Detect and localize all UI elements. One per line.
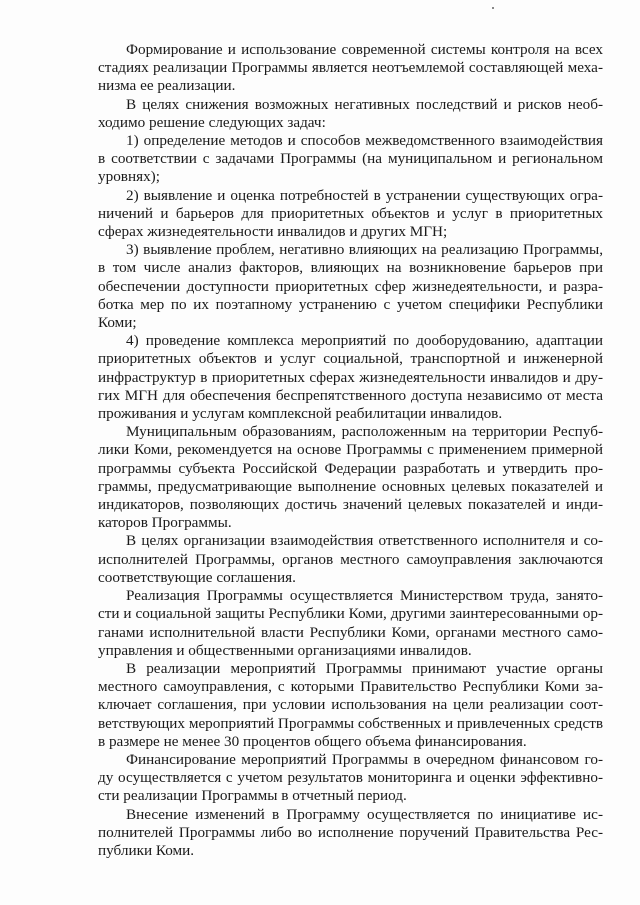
paragraph-task-3: 3) выявление проблем, негативно влияющих на реализацию Программы, в том числе анализ факторов, влияющих на возникновение барьеров при обеспечении доступности приоритетных сфер жизнедеятельности, и разработка мер по их поэтапному устранению с учетом специфики Республики Коми; xyxy=(98,241,603,332)
paragraph-financing: Финансирование мероприятий Программы в очередном финансовом году осуществляется с учетом результатов мониторинга и оценки эффективности реализации Программы в отчетный период. xyxy=(98,750,603,805)
paragraph-municipalities: Муниципальным образованиям, расположенным на территории Республики Коми, рекомендуется на основе Программы с применением примерной программы субъекта Российской Федерации разработать и утвердить программы, предусматривающие выполнение основных целевых показателей и индикаторов, позволяющих достичь значений целевых показателей и индикаторов Программы. xyxy=(98,423,603,532)
page-speck xyxy=(492,7,494,9)
paragraph-implementation: Реализация Программы осуществляется Министерством труда, занятости и социальной защиты Республики Коми, другими заинтересованными органами исполнительной власти Республики Коми, органами местного самоуправления и общественными организациями инвалидов. xyxy=(98,587,603,659)
paragraph-control-system: Формирование и использование современной системы контроля на всех стадиях реализации Программы является неотъемлемой составляющей механизма ее реализации. xyxy=(98,41,603,95)
paragraph-tasks-intro: В целях снижения возможных негативных последствий и рисков необходимо решение следующих задач: xyxy=(98,95,603,131)
paragraph-task-1: 1) определение методов и способов межведомственного взаимодействия в соответствии с задачами Программы (на муниципальном и региональном уровнях); xyxy=(98,132,603,186)
paragraph-task-2: 2) выявление и оценка потребностей в устранении существующих ограничений и барьеров для приоритетных объектов и услуг в приоритетных сферах жизнедеятельности инвалидов и других МГН; xyxy=(98,186,603,241)
paragraph-task-4: 4) проведение комплекса мероприятий по дооборудованию, адаптации приоритетных объектов и услуг социальной, транспортной и инженерной инфраструктур в приоритетных сферах жизнедеятельности инвалидов и других МГН для обеспечения беспрепятственного доступа независимо от места проживания и услугам комплексной реабилитации инвалидов. xyxy=(98,332,603,423)
paragraph-participation: В реализации мероприятий Программы принимают участие органы местного самоуправления, с которыми Правительство Республики Коми заключает соглашения, при условии использования на цели реализации соответствующих мероприятий Программы собственных и привлеченных средств в размере не менее 30 процентов общего объема финансирования. xyxy=(98,659,604,750)
paragraph-agreements: В целях организации взаимодействия ответственного исполнителя и соисполнителей Программы, органов местного самоуправления заключаются соответствующие соглашения. xyxy=(98,532,603,586)
paragraph-amendments: Внесение изменений в Программу осуществляется по инициативе исполнителей Программы либо во исполнение поручений Правительства Республики Коми. xyxy=(98,805,603,859)
document-body xyxy=(98,41,603,860)
